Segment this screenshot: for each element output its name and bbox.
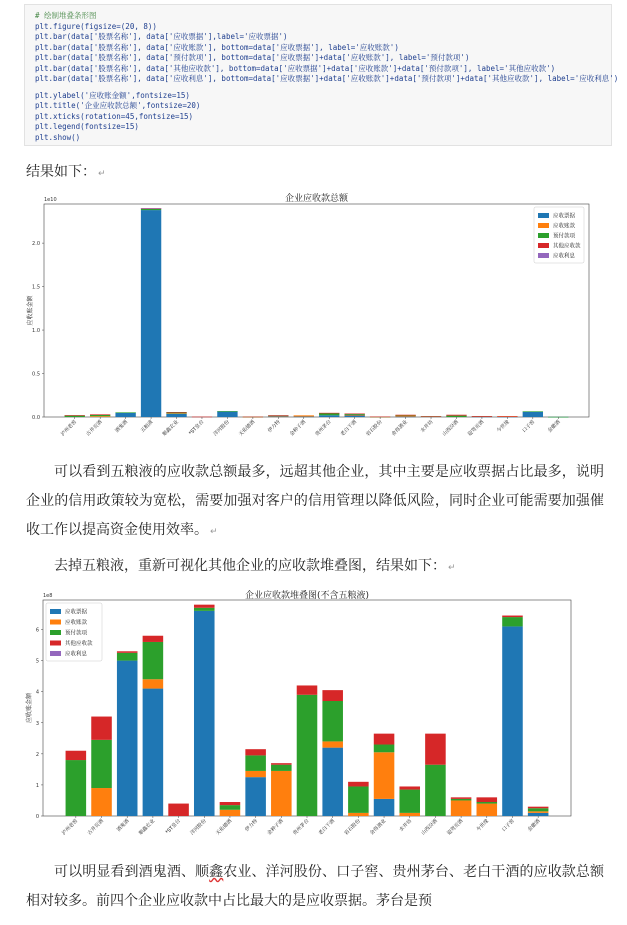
legend-swatch <box>538 213 549 218</box>
y-tick-label: 0 <box>35 814 39 820</box>
x-tick-label: 顺鑫农业 <box>161 419 180 438</box>
analysis-paragraph-3 <box>26 858 604 916</box>
y-tick-label: 5 <box>35 658 39 665</box>
y-tick-label: 2 <box>35 751 39 758</box>
bar-segment <box>168 804 189 816</box>
code-line: plt.bar(data['股票名称'], data['应收利息'], bottom=data['应收票据']+data['应收账款']+data['预付款项']+data['其他应收款'], label='应收利息') <box>35 74 619 83</box>
y-tick-label: 2.0 <box>32 241 40 248</box>
legend-label: 应收利息 <box>65 651 88 658</box>
bar-segment <box>194 608 215 611</box>
legend-swatch <box>50 630 61 635</box>
bar-segment <box>268 415 288 416</box>
bar-segment <box>166 412 186 413</box>
code-line: plt.xticks(rotation=45,fontsize=15) <box>35 111 194 121</box>
bar-segment <box>66 751 87 760</box>
x-tick-label: 天佑德酒 <box>214 818 234 836</box>
chart-legend <box>534 207 584 263</box>
x-tick-label: 贵州茅台 <box>292 818 311 836</box>
axis-offset-text: 1e8 <box>43 593 53 599</box>
legend-label: 预付款项 <box>553 233 576 240</box>
bar-segment <box>166 414 186 417</box>
x-tick-label: 金徽酒 <box>526 818 542 834</box>
bar-segment <box>65 415 85 416</box>
bar-segment <box>322 701 343 741</box>
bar-segment <box>523 412 543 417</box>
x-tick-label: *ST皇台 <box>164 818 182 836</box>
bar-segment <box>217 411 237 412</box>
legend-label: 其他应收款 <box>65 641 93 648</box>
bar-segment <box>166 413 186 414</box>
bar-segment <box>348 782 369 787</box>
bar-segment <box>90 416 110 417</box>
x-tick-label: 古井贡酒 <box>86 818 105 836</box>
x-tick-label: 酒鬼酒 <box>115 818 131 834</box>
x-tick-label: 迎驾贡酒 <box>466 419 486 438</box>
legend-swatch <box>50 609 61 614</box>
x-tick-label: 洋河股份 <box>189 818 208 836</box>
bar-segment <box>322 748 343 816</box>
bar-segment <box>322 741 343 747</box>
bar-segment <box>319 413 339 414</box>
analysis-paragraph-2 <box>26 552 456 583</box>
legend-label: 其他应收款 <box>553 243 581 250</box>
legend-swatch <box>50 620 61 625</box>
bar-segment <box>528 807 549 809</box>
bar-segment <box>348 786 369 812</box>
bar-segment <box>91 717 112 740</box>
bar-segment <box>115 412 135 413</box>
total-receivables-chart <box>24 186 604 452</box>
legend-label: 应收利息 <box>553 253 576 260</box>
x-tick-label: 金徽酒 <box>546 419 562 435</box>
bar-segment <box>220 805 241 810</box>
bar-segment <box>90 414 110 415</box>
x-tick-label: 贵州茅台 <box>314 419 333 438</box>
bar-segment <box>344 415 364 416</box>
bar-segment <box>421 416 441 417</box>
x-tick-label: 天佑德酒 <box>237 419 257 438</box>
return-mark: ↵ <box>98 169 106 179</box>
paragraph-3-text-a: 可以明显看到酒鬼酒、顺 <box>54 864 210 880</box>
bar-segment <box>245 755 266 771</box>
bar-segment <box>294 415 314 416</box>
bar-segment <box>528 813 549 816</box>
bar-segment <box>477 804 498 816</box>
chart-legend <box>46 603 102 661</box>
bar-segment <box>477 797 498 802</box>
x-tick-label: 金种子酒 <box>266 818 285 836</box>
bar-segment <box>497 416 517 417</box>
x-tick-label: 口子窖 <box>501 818 516 834</box>
chart-title: 企业应收款堆叠图(不含五粮液) <box>244 591 370 601</box>
bar-segment <box>297 695 318 816</box>
bar-segment <box>374 799 395 816</box>
bar-segment <box>446 416 466 417</box>
y-tick-label: 0.0 <box>32 415 40 421</box>
code-block <box>24 4 619 146</box>
bar-segment <box>348 813 369 816</box>
bar-segment <box>245 749 266 755</box>
bar-segment <box>143 689 164 816</box>
bar-segment <box>271 765 292 771</box>
bar-segment <box>528 811 549 813</box>
legend-swatch <box>50 641 61 646</box>
bar-segment <box>245 777 266 816</box>
code-line: plt.bar(data['股票名称'], data['应收账款'], bottom=data['应收票据'], label='应收账款') <box>35 42 399 52</box>
x-tick-label: 伊力特 <box>266 419 282 435</box>
x-tick-label: 泸州老窖 <box>60 818 80 836</box>
bar-segment <box>374 752 395 799</box>
paragraph-3-text-b: 农业、洋河股份、口子窖、贵州茅台、老白干酒的应收款总额相对较多。前四个企业应收款中占比最大的是应收票据。茅台是预 <box>26 864 605 909</box>
x-tick-label: 岩石股份 <box>343 818 362 836</box>
y-tick-label: 4 <box>35 689 39 696</box>
bar-segment <box>117 651 138 653</box>
chart-total-svg <box>24 186 604 448</box>
bar-segment <box>194 611 215 816</box>
code-line: plt.bar(data['股票名称'], data['预付款项'], bottom=data['应收票据']+data['应收账款'], label='预付款项') <box>35 53 470 62</box>
bar-segment <box>271 763 292 765</box>
x-tick-label: 岩石股份 <box>365 419 384 438</box>
bar-segment <box>143 642 164 679</box>
bar-segment <box>395 415 415 416</box>
x-tick-label: 泸州老窖 <box>59 419 79 438</box>
code-line: plt.figure(figsize=(20, 8)) <box>35 21 157 31</box>
chart-title: 企业应收款总额 <box>284 194 349 204</box>
bar-segment <box>66 760 87 816</box>
bar-segment <box>194 605 215 608</box>
return-mark: ↵ <box>210 527 218 537</box>
legend-label: 预付款项 <box>65 630 88 637</box>
bar-segment <box>220 810 241 816</box>
bar-segment <box>141 209 161 210</box>
x-tick-label: 顺鑫农业 <box>137 818 157 836</box>
bar-segment <box>90 415 110 416</box>
x-tick-label: 水井坊 <box>398 818 414 834</box>
legend-swatch <box>538 223 549 228</box>
x-tick-label: *ST皇台 <box>187 419 206 437</box>
bar-segment <box>143 636 164 642</box>
x-tick-label: 洋河股份 <box>212 419 231 438</box>
bar-segment <box>141 210 161 417</box>
bar-segment <box>374 745 395 753</box>
y-tick-label: 1.0 <box>32 328 40 335</box>
legend-swatch <box>538 233 549 238</box>
y-tick-label: 1 <box>35 782 39 789</box>
bar-segment <box>399 813 420 816</box>
paragraph-1-text: 可以看到五粮液的应收款总额最多，远超其他企业，其中主要是应收票据占比最多，说明企业的信用政策较为宽松，需要加强对客户的信用管理以降低风险，同时企业可能需要加强催收工作以提高资金使用效率。 <box>26 464 604 538</box>
bar-segment <box>451 800 472 816</box>
legend-label: 应收账款 <box>65 620 88 627</box>
spellcheck-underlined-char: 鑫 <box>209 864 224 880</box>
x-tick-label: 老白干酒 <box>339 419 359 438</box>
bar-segment <box>220 802 241 805</box>
bar-segment <box>446 415 466 416</box>
legend-swatch <box>50 651 61 656</box>
bar-segment <box>451 799 472 801</box>
x-tick-label: 山西汾酒 <box>420 818 439 836</box>
x-tick-label: 舍得酒业 <box>369 818 388 836</box>
code-line: plt.bar(data['股票名称'], data['应收票据'],label='应收票据') <box>35 32 288 41</box>
bar-segment <box>425 734 446 765</box>
bar-segment <box>91 740 112 788</box>
y-axis-label: 应收账金额 <box>27 295 34 326</box>
return-mark: ↵ <box>448 563 456 573</box>
bar-segment <box>117 661 138 816</box>
x-tick-label: 水井坊 <box>419 419 435 435</box>
x-tick-label: 老白干酒 <box>317 818 337 836</box>
code-line: # 绘制堆叠条形图 <box>35 11 97 20</box>
x-tick-label: 今世缘 <box>475 818 491 834</box>
x-tick-label: 五粮液 <box>139 419 155 435</box>
y-tick-label: 6 <box>35 627 39 634</box>
bar-segment <box>502 626 523 816</box>
x-tick-label: 舍得酒业 <box>390 419 409 438</box>
analysis-paragraph-1 <box>26 458 604 547</box>
bar-segment <box>528 808 549 811</box>
bar-segment <box>297 685 318 694</box>
x-tick-label: 伊力特 <box>244 818 260 834</box>
bar-segment <box>344 414 364 415</box>
bar-segment <box>319 415 339 417</box>
y-tick-label: 1.5 <box>32 284 40 291</box>
x-tick-label: 今世缘 <box>495 419 511 435</box>
bar-segment <box>374 734 395 745</box>
legend-swatch <box>538 243 549 248</box>
bar-segment <box>502 617 523 626</box>
bar-segment <box>523 411 543 412</box>
x-tick-label: 迎驾贡酒 <box>446 818 465 836</box>
bar-segment <box>477 802 498 804</box>
y-tick-label: 0.5 <box>32 371 40 378</box>
code-line: plt.show() <box>35 132 81 142</box>
bar-segment <box>425 765 446 816</box>
legend-label: 应收票据 <box>65 609 88 616</box>
legend-label: 应收账款 <box>553 223 576 230</box>
y-tick-label: 3 <box>35 720 39 727</box>
x-tick-label: 古井贡酒 <box>85 419 104 438</box>
bar-segment <box>322 690 343 701</box>
x-tick-label: 金种子酒 <box>288 419 308 438</box>
x-tick-label: 山西汾酒 <box>441 419 460 438</box>
bar-segment <box>451 797 472 799</box>
code-line: plt.legend(fontsize=15) <box>35 122 139 131</box>
bar-segment <box>143 679 164 688</box>
chart-stacked-svg <box>24 586 584 836</box>
x-tick-label: 口子窖 <box>521 419 537 435</box>
result-label <box>26 158 106 189</box>
code-line: plt.title('企业应收款总额',fontsize=20) <box>35 101 201 110</box>
code-line: plt.ylabel('应收账金额',fontsize=15) <box>35 90 190 100</box>
bar-segment <box>502 616 523 618</box>
bar-segment <box>245 771 266 777</box>
result-label-text: 结果如下： <box>26 164 96 180</box>
bar-segment <box>399 786 420 789</box>
paragraph-2-text: 去掉五粮液，重新可视化其他企业的应收款堆叠图，结果如下： <box>54 558 446 574</box>
bar-segment <box>117 653 138 661</box>
plot-frame <box>44 204 589 417</box>
bar-segment <box>271 771 292 816</box>
bar-segment <box>115 413 135 417</box>
x-tick-label: 酒鬼酒 <box>114 419 130 435</box>
bar-segment <box>141 208 161 209</box>
bar-segment <box>91 788 112 816</box>
stacked-chart-excluding-wuliangye <box>24 586 584 840</box>
y-axis-label: 应收账金额 <box>26 692 33 724</box>
legend-label: 应收票据 <box>553 213 576 220</box>
code-line: plt.bar(data['股票名称'], data['其他应收款'], bottom=data['应收票据']+data['应收账款']+data['预付款项'], label='其他应收款') <box>35 63 556 73</box>
legend-swatch <box>538 253 549 258</box>
bar-segment <box>399 790 420 813</box>
bar-segment <box>217 411 237 417</box>
axis-offset-text: 1e10 <box>44 197 57 203</box>
bar-segment <box>472 416 492 417</box>
